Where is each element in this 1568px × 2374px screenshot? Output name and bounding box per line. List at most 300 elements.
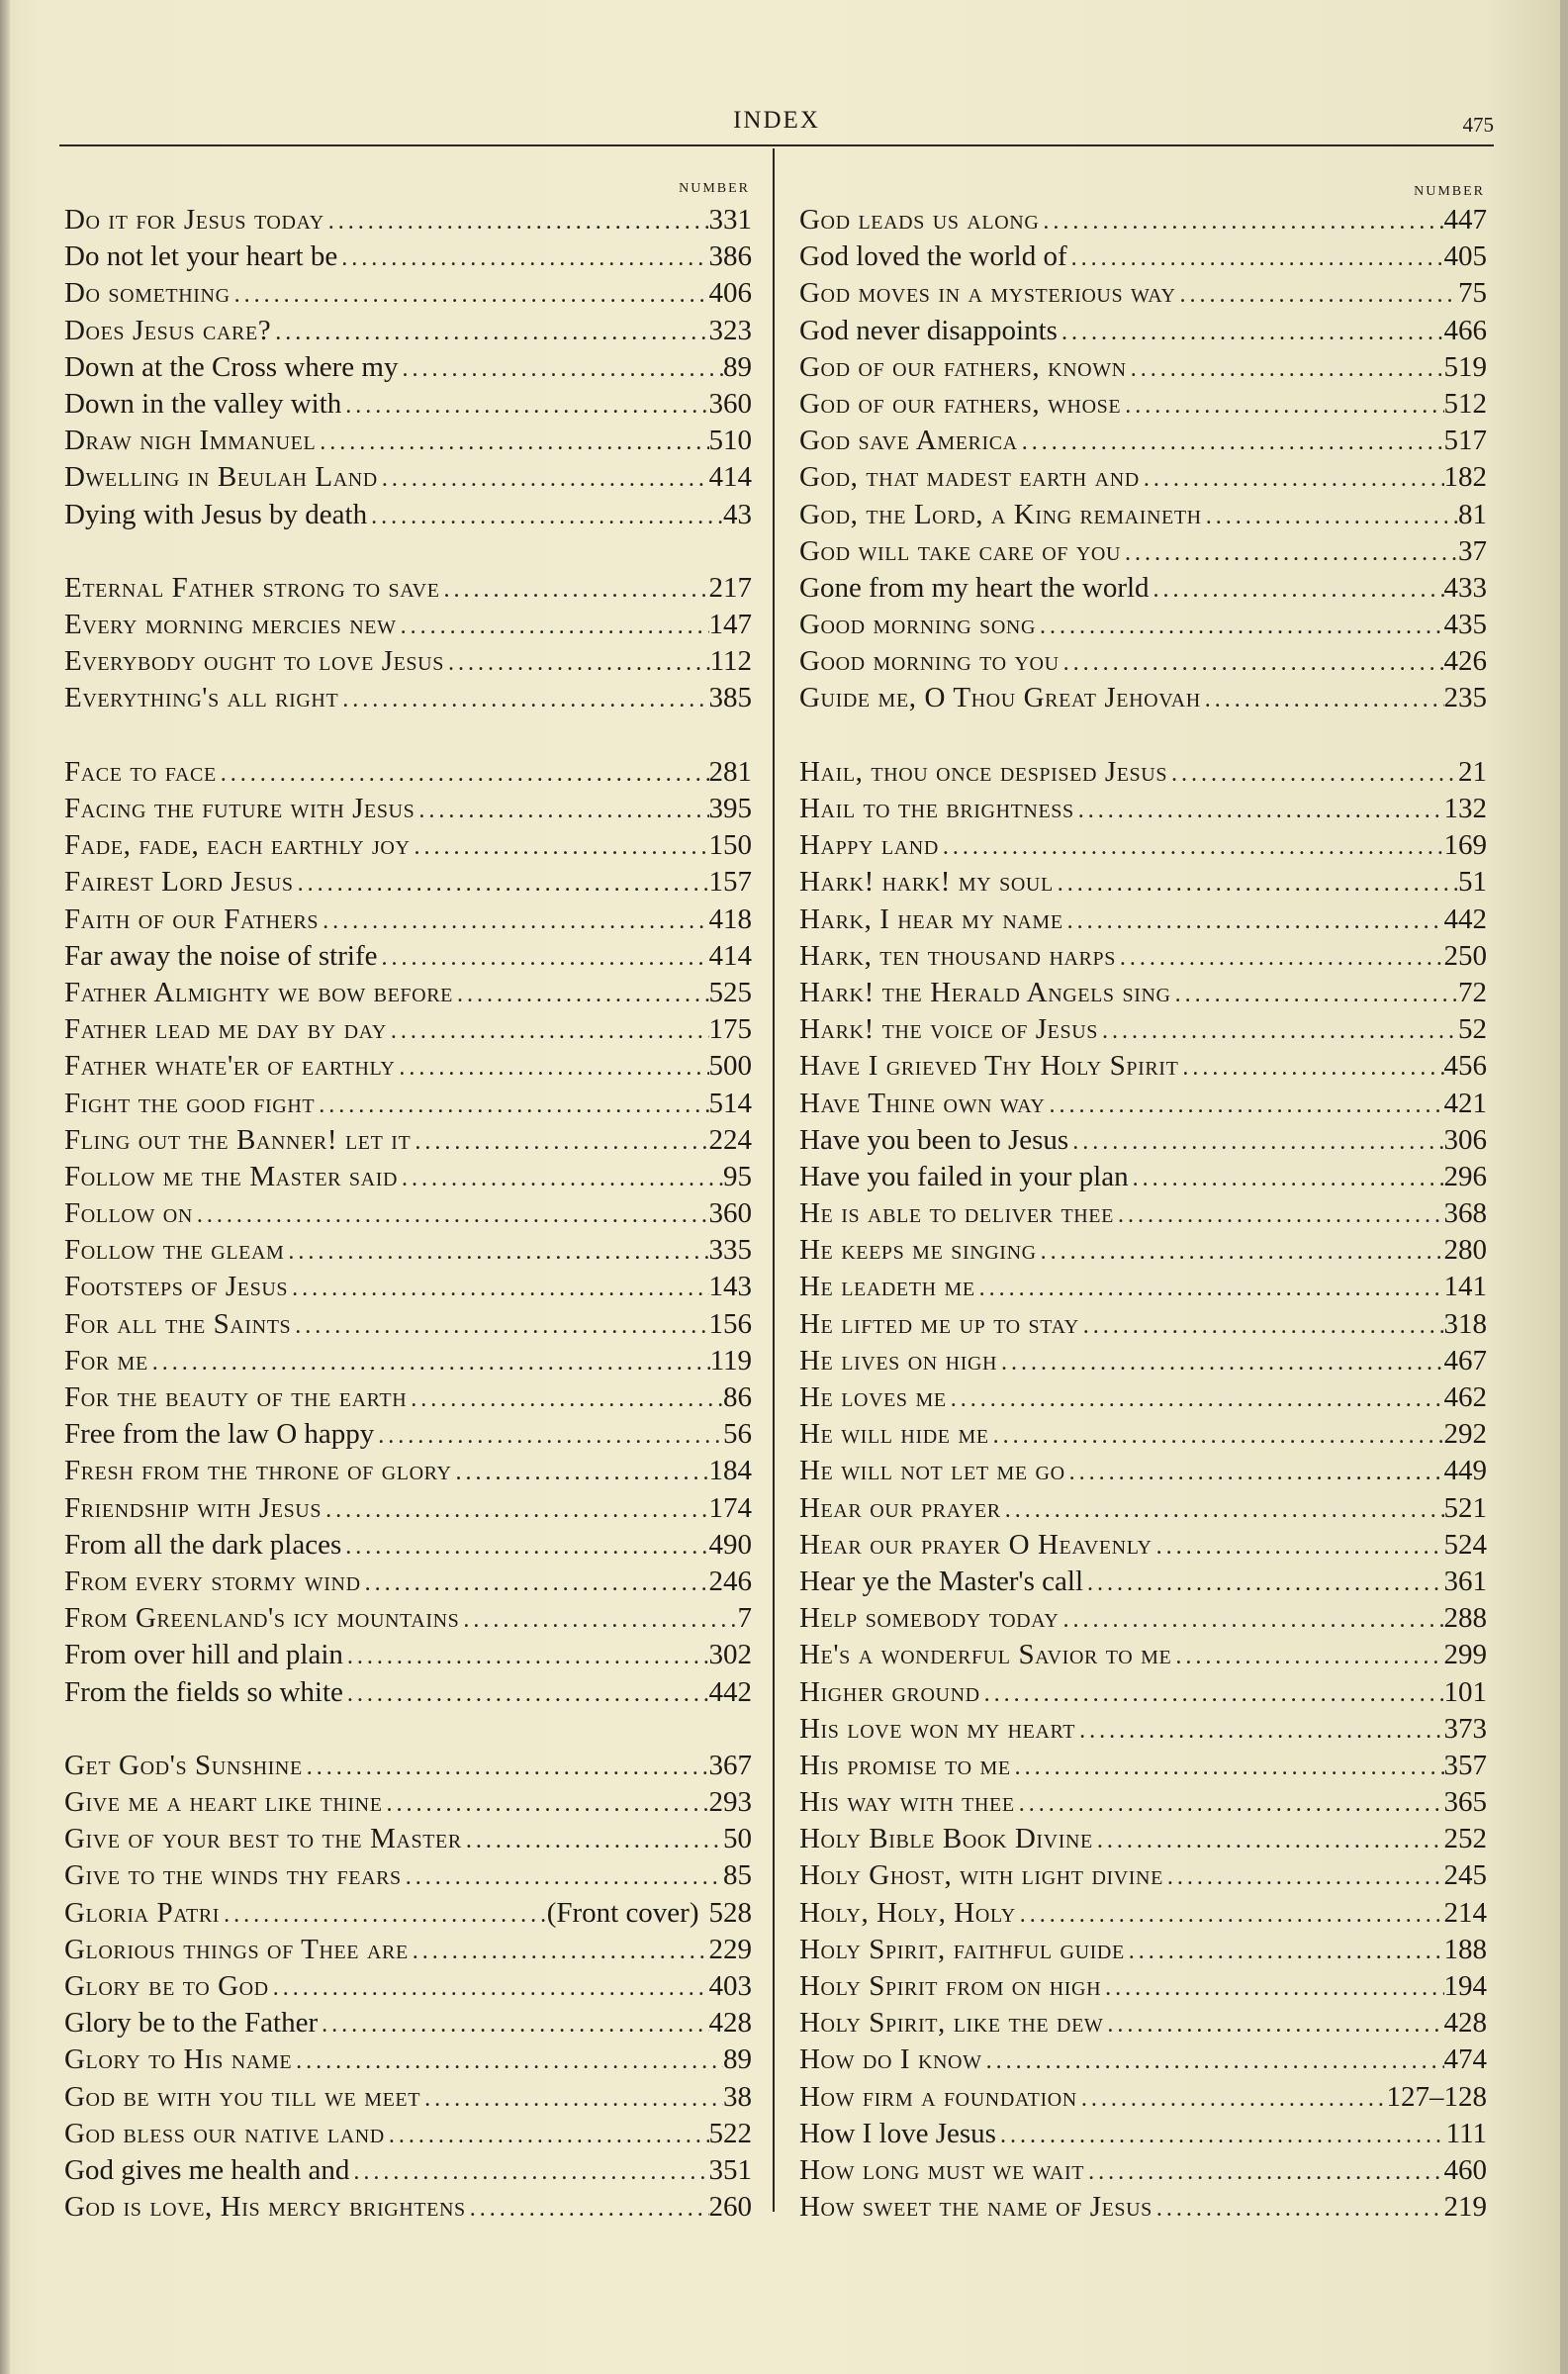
- dot-leader: [1065, 1455, 1444, 1491]
- hymn-number: 157: [708, 866, 752, 899]
- dot-leader: [1079, 1308, 1444, 1345]
- hymn-title: God, that madest earth and: [799, 461, 1140, 494]
- hymn-number: 101: [1443, 1675, 1487, 1708]
- index-entry: [64, 1416, 752, 1453]
- index-entry: [64, 1343, 752, 1379]
- index-entry: [799, 607, 1487, 643]
- index-entry: [64, 1600, 752, 1637]
- index-entry: [799, 570, 1487, 607]
- index-entry: [799, 1932, 1487, 1968]
- hymn-number: 510: [708, 425, 752, 457]
- hymn-title: Free from the law O happy: [64, 1418, 375, 1451]
- index-entry: [799, 2116, 1487, 2152]
- hymn-title: From over hill and plain: [64, 1639, 343, 1671]
- page-number: 475: [1462, 113, 1494, 137]
- hymn-title: Fairest Lord Jesus: [64, 866, 294, 899]
- hymn-title: From the fields so white: [64, 1675, 343, 1708]
- hymn-number: 229: [708, 1933, 752, 1965]
- hymn-title: Give me a heart like thine: [64, 1786, 383, 1819]
- dot-leader: [1176, 277, 1458, 314]
- dot-leader: [1127, 351, 1444, 388]
- hymn-title: Face to face: [64, 755, 217, 788]
- index-entry: [799, 1748, 1487, 1784]
- hymn-number: 250: [1443, 939, 1487, 972]
- hymn-number: 500: [708, 1050, 752, 1083]
- hymn-number: 406: [708, 277, 752, 310]
- index-entry: [64, 1379, 752, 1416]
- hymn-title: Hear ye the Master's call: [799, 1565, 1084, 1597]
- index-entry: [799, 1011, 1487, 1048]
- dot-leader: [939, 829, 1444, 866]
- hymn-number: 367: [708, 1749, 752, 1781]
- hymn-number: 75: [1458, 277, 1487, 310]
- index-entry: [799, 1086, 1487, 1122]
- hymn-number: 460: [1443, 2153, 1487, 2186]
- hymn-title: He leadeth me: [799, 1271, 975, 1303]
- hymn-number: 219: [1443, 2191, 1487, 2224]
- index-entry: [64, 238, 752, 275]
- hymn-title: How do I know: [799, 2043, 982, 2076]
- hymn-title: Everything's all right: [64, 682, 339, 714]
- hymn-number: 156: [708, 1307, 752, 1340]
- index-entry: [64, 1453, 752, 1489]
- hymn-number: 519: [1443, 350, 1487, 383]
- hymn-title: Have you been to Jesus: [799, 1123, 1069, 1156]
- hymn-title: For the beauty of the earth: [64, 1381, 408, 1413]
- index-entry: [799, 680, 1487, 716]
- hymn-title: He loves me: [799, 1381, 947, 1413]
- dot-leader: [1121, 535, 1458, 572]
- letter-group-spacer: [799, 717, 1487, 754]
- hymn-number: 143: [708, 1271, 752, 1303]
- hymn-number: 368: [1443, 1197, 1487, 1230]
- hymn-title: God bless our native land: [64, 2117, 385, 2149]
- index-entry: [799, 2005, 1487, 2042]
- index-entry: [799, 2042, 1487, 2078]
- index-entry: [64, 975, 752, 1011]
- hymn-title: Hail to the brightness: [799, 793, 1074, 824]
- index-entry: [64, 202, 752, 238]
- hymn-number: 127–128: [1386, 2080, 1487, 2113]
- hymn-number: 52: [1458, 1013, 1487, 1046]
- dot-leader: [319, 903, 708, 940]
- hymn-title: Do it for Jesus today: [64, 204, 324, 236]
- hymn-number: 474: [1443, 2043, 1487, 2076]
- hymn-number: 86: [723, 1381, 752, 1413]
- hymn-title: Holy Spirit from on high: [799, 1970, 1102, 2002]
- dot-leader: [1011, 1750, 1444, 1786]
- hymn-title: Good morning to you: [799, 645, 1060, 678]
- hymn-title: He lifted me up to stay: [799, 1307, 1079, 1340]
- index-entry: [64, 1748, 752, 1784]
- hymn-title: Dwelling in Beulah Land: [64, 461, 378, 494]
- index-entry: [64, 497, 752, 533]
- hymn-title: Give to the winds thy fears: [64, 1859, 402, 1892]
- hymn-number: 112: [709, 645, 752, 678]
- hymn-title: Do not let your heart be: [64, 240, 338, 273]
- index-entry: [799, 1711, 1487, 1748]
- hymn-title: Glorious things of Thee are: [64, 1933, 409, 1965]
- index-entry: [799, 938, 1487, 975]
- index-entry: [64, 459, 752, 496]
- index-entry: [64, 754, 752, 791]
- dot-leader: [947, 1381, 1444, 1418]
- index-entry: [64, 1968, 752, 2005]
- hymn-title: God of our fathers, known: [799, 350, 1127, 383]
- hymn-title: Help somebody today: [799, 1602, 1060, 1635]
- dot-leader: [1016, 1897, 1444, 1934]
- hymn-title: Holy Bible Book Divine: [799, 1823, 1093, 1855]
- hymn-title: Have Thine own way: [799, 1087, 1046, 1119]
- dot-leader: [420, 2081, 723, 2118]
- hymn-title: Dying with Jesus by death: [64, 498, 368, 530]
- hymn-title: From Greenland's icy mountains: [64, 1602, 460, 1635]
- hymn-number: 456: [1443, 1050, 1487, 1083]
- hymn-title: Get God's Sunshine: [64, 1749, 303, 1781]
- index-entry: [64, 1159, 752, 1195]
- dot-leader: [294, 866, 709, 902]
- dot-leader: [1116, 940, 1444, 977]
- hymn-title: Holy Spirit, like the dew: [799, 2007, 1104, 2040]
- hymn-title: Give of your best to the Master: [64, 1823, 462, 1855]
- dot-leader: [1167, 756, 1458, 793]
- dot-leader: [440, 572, 709, 609]
- index-entry: [64, 1011, 752, 1048]
- index-entry: [64, 275, 752, 312]
- hymn-title: Father lead me day by day: [64, 1013, 387, 1046]
- hymn-number: 293: [708, 1786, 752, 1819]
- index-entry: [64, 1895, 752, 1932]
- hymn-number: 89: [723, 2043, 752, 2076]
- dot-leader: [1068, 1124, 1443, 1161]
- hymn-number: 111: [1445, 2117, 1487, 2149]
- hymn-number: 188: [1443, 1933, 1487, 1965]
- dot-leader: [1059, 1602, 1443, 1639]
- index-entry: [799, 827, 1487, 864]
- hymn-number: 442: [1443, 902, 1487, 935]
- dot-leader: [337, 240, 708, 277]
- index-entry: [799, 1195, 1487, 1232]
- index-entry: [799, 238, 1487, 275]
- hymn-number: 421: [1443, 1087, 1487, 1119]
- hymn-number: 428: [708, 2007, 752, 2040]
- hymn-number: 147: [708, 609, 752, 641]
- hymn-number: 174: [708, 1491, 752, 1524]
- hymn-title: Holy Spirit, faithful guide: [799, 1933, 1125, 1965]
- dot-leader: [148, 1345, 710, 1381]
- dot-leader: [1171, 977, 1458, 1013]
- hymn-title: Gloria Patri: [64, 1896, 221, 1929]
- index-entry: [64, 1527, 752, 1564]
- hymn-number: 292: [1443, 1418, 1487, 1451]
- hymn-number: 21: [1458, 755, 1487, 788]
- index-entry: [799, 423, 1487, 459]
- dot-leader: [1001, 1492, 1444, 1529]
- dot-leader: [284, 1234, 708, 1271]
- number-column-label: NUMBER: [1414, 184, 1485, 199]
- index-entry: [799, 1674, 1487, 1711]
- hymn-title: Good morning song: [799, 609, 1036, 641]
- index-entry: [64, 902, 752, 938]
- index-entry: [799, 1232, 1487, 1269]
- dot-leader: [315, 1088, 708, 1124]
- page-binding-edge: [0, 0, 10, 2374]
- hymn-title: God be with you till we meet: [64, 2080, 421, 2113]
- dot-leader: [1093, 1823, 1444, 1859]
- hymn-title: His way with thee: [799, 1786, 1015, 1819]
- dot-leader: [1171, 1639, 1443, 1675]
- hymn-title: God loved the world of: [799, 240, 1067, 273]
- dot-leader: [1077, 2081, 1387, 2118]
- dot-leader: [411, 829, 709, 866]
- hymn-title: Glory be to God: [64, 1970, 269, 2002]
- hymn-number: 361: [1443, 1565, 1487, 1597]
- hymn-title: Far away the noise of strife: [64, 939, 378, 972]
- hymn-title: Hark, ten thousand harps: [799, 939, 1116, 972]
- hymn-number: 466: [1443, 314, 1487, 346]
- index-entry: [799, 459, 1487, 496]
- hymn-number: 252: [1443, 1823, 1487, 1855]
- hymn-title: He will not let me go: [799, 1455, 1065, 1487]
- hymn-number: 449: [1443, 1455, 1487, 1487]
- index-entry: [799, 1968, 1487, 2005]
- index-entry: [64, 607, 752, 643]
- dot-leader: [459, 1602, 737, 1639]
- dot-leader: [395, 1050, 708, 1087]
- hymn-number: 323: [708, 314, 752, 346]
- hymn-number: 81: [1458, 498, 1487, 530]
- hymn-title: Footsteps of Jesus: [64, 1271, 289, 1303]
- index-entry: [64, 1784, 752, 1821]
- hymn-title: For me: [64, 1344, 148, 1377]
- dot-leader: [322, 1492, 708, 1529]
- hymn-number: 296: [1443, 1160, 1487, 1192]
- dot-leader: [385, 2118, 709, 2154]
- dot-leader: [982, 2043, 1444, 2080]
- hymn-title: Hail, thou once despised Jesus: [799, 755, 1168, 788]
- hymn-title: Fresh from the throne of glory: [64, 1455, 452, 1487]
- page-outer-edge: [1560, 0, 1568, 2374]
- hymn-number: 462: [1443, 1381, 1487, 1413]
- hymn-number: 224: [708, 1123, 752, 1156]
- index-column-left: [64, 176, 752, 2226]
- dot-leader: [383, 1786, 709, 1823]
- index-entry: [799, 1490, 1487, 1527]
- hymn-number: 214: [1443, 1896, 1487, 1929]
- header-rule: [59, 144, 1494, 146]
- hymn-number: 119: [709, 1344, 752, 1377]
- dot-leader: [318, 2007, 708, 2043]
- hymn-number: 95: [723, 1160, 752, 1192]
- hymn-number: 288: [1443, 1602, 1487, 1635]
- hymn-number: 38: [723, 2080, 752, 2113]
- hymn-title: God, the Lord, a King remaineth: [799, 498, 1202, 530]
- dot-leader: [1054, 866, 1458, 902]
- dot-leader: [1075, 1713, 1443, 1750]
- hymn-title: Father Almighty we bow before: [64, 976, 453, 1008]
- index-list-left: [64, 202, 752, 2226]
- hymn-title: God save America: [799, 425, 1018, 457]
- hymn-number: 517: [1443, 425, 1487, 457]
- dot-leader: [409, 1934, 709, 1970]
- index-entry: [799, 1527, 1487, 1564]
- hymn-number: 385: [708, 682, 752, 714]
- dot-leader: [269, 1970, 709, 2007]
- hymn-title: Holy, Holy, Holy: [799, 1896, 1016, 1929]
- hymn-title: Glory to His name: [64, 2043, 293, 2076]
- number-column-label: NUMBER: [679, 181, 750, 196]
- hymn-number: 50: [723, 1823, 752, 1855]
- hymn-number: 280: [1443, 1234, 1487, 1267]
- hymn-number: 318: [1443, 1307, 1487, 1340]
- hymn-number: 141: [1443, 1271, 1487, 1303]
- index-entry: [64, 791, 752, 827]
- index-entry: [64, 570, 752, 607]
- dot-leader: [1039, 204, 1443, 240]
- hymn-number: 386: [708, 240, 752, 273]
- dot-leader: [1140, 461, 1444, 498]
- dot-leader: [415, 793, 708, 829]
- hymn-title: Friendship with Jesus: [64, 1491, 323, 1524]
- hymn-title: Hark! the voice of Jesus: [799, 1013, 1098, 1046]
- hymn-number: 426: [1443, 645, 1487, 678]
- index-entry: [799, 1269, 1487, 1305]
- index-entry: [799, 1306, 1487, 1343]
- dot-leader: [1178, 1050, 1443, 1087]
- dot-leader: [291, 1308, 708, 1345]
- index-column-right: [799, 176, 1487, 2226]
- hymn-title: God leads us along: [799, 204, 1040, 236]
- dot-leader: [462, 1823, 723, 1859]
- dot-leader: [367, 499, 723, 535]
- hymn-title: From all the dark places: [64, 1528, 342, 1561]
- column-divider: [773, 148, 775, 2212]
- dot-leader: [343, 1639, 709, 1675]
- index-entry: [799, 533, 1487, 570]
- hymn-title: From every stormy wind: [64, 1565, 361, 1597]
- index-entry: [799, 643, 1487, 680]
- hymn-title: Gone from my heart the world: [799, 571, 1150, 604]
- hymn-title: Hark! the Herald Angels sing: [799, 976, 1171, 1008]
- hymn-title: God gives me health and: [64, 2153, 350, 2186]
- hymn-number: 522: [708, 2117, 752, 2149]
- dot-leader: [452, 1455, 709, 1491]
- hymn-number: 302: [708, 1639, 752, 1671]
- dot-leader: [1067, 240, 1444, 277]
- hymn-number: 525: [708, 976, 752, 1008]
- hymn-title: He's a wonderful Savior to me: [799, 1639, 1172, 1671]
- hymn-number: 306: [1443, 1123, 1487, 1156]
- hymn-number: 512: [1443, 387, 1487, 420]
- hymn-number: 514: [708, 1087, 752, 1119]
- dot-leader: [374, 1418, 723, 1455]
- hymn-number: 56: [723, 1418, 752, 1451]
- hymn-title: Fade, fade, each earthly joy: [64, 829, 411, 862]
- index-entry: [799, 497, 1487, 533]
- hymn-title: His promise to me: [799, 1749, 1011, 1781]
- hymn-number: 490: [708, 1528, 752, 1561]
- hymn-title: Faith of our Fathers: [64, 902, 320, 935]
- hymn-number: 217: [708, 571, 752, 604]
- hymn-title: Everybody ought to love Jesus: [64, 645, 444, 678]
- hymn-number: 194: [1443, 1970, 1487, 2002]
- dot-leader: [1015, 1786, 1444, 1823]
- index-entry: [799, 1048, 1487, 1085]
- hymn-title: He is able to deliver thee: [799, 1197, 1114, 1230]
- dot-leader: [453, 977, 709, 1013]
- index-entry: [799, 275, 1487, 312]
- index-entry: [799, 1122, 1487, 1159]
- index-entry: [799, 1416, 1487, 1453]
- dot-leader: [1153, 2191, 1444, 2228]
- dot-leader: [377, 940, 708, 977]
- hymn-title: God of our fathers, whose: [799, 387, 1122, 420]
- dot-leader: [1103, 2007, 1443, 2043]
- dot-leader: [402, 1859, 723, 1896]
- hymn-number: 85: [723, 1859, 752, 1892]
- hymn-number: 51: [1458, 866, 1487, 899]
- dot-leader: [288, 1271, 708, 1307]
- index-entry: [64, 386, 752, 423]
- dot-leader: [980, 1676, 1444, 1713]
- hymn-title: Hark! hark! my soul: [799, 866, 1054, 899]
- index-entry: [64, 1821, 752, 1857]
- index-entry: [799, 864, 1487, 901]
- index-entry: [64, 1637, 752, 1673]
- dot-leader: [411, 1124, 708, 1161]
- hymn-title: How firm a foundation: [799, 2080, 1077, 2113]
- hymn-title: Higher ground: [799, 1675, 980, 1708]
- dot-leader: [1163, 1859, 1444, 1896]
- hymn-note: (Front cover): [546, 1896, 699, 1929]
- index-entry: [799, 1564, 1487, 1600]
- hymn-number: 447: [1443, 204, 1487, 236]
- index-entry: [799, 349, 1487, 386]
- letter-group-spacer: [64, 717, 752, 754]
- hymn-number: 7: [737, 1602, 752, 1635]
- hymn-number: 72: [1458, 976, 1487, 1008]
- index-entry: [64, 1269, 752, 1305]
- index-entry: [799, 1343, 1487, 1379]
- index-entry: [64, 1932, 752, 1968]
- dot-leader: [1098, 1013, 1458, 1050]
- index-entry: [64, 1490, 752, 1527]
- hymn-title: His love won my heart: [799, 1712, 1076, 1745]
- dot-leader: [220, 1897, 547, 1934]
- index-entry: [64, 2189, 752, 2226]
- hymn-number: 184: [708, 1455, 752, 1487]
- hymn-number: 395: [708, 793, 752, 824]
- hymn-title: God never disappoints: [799, 314, 1058, 346]
- hymn-number: 428: [1443, 2007, 1487, 2040]
- dot-leader: [1153, 1529, 1444, 1566]
- hymn-number: 169: [1443, 829, 1487, 862]
- hymn-number: 246: [708, 1565, 752, 1597]
- index-entry: [64, 2079, 752, 2116]
- hymn-title: Guide me, O Thou Great Jehovah: [799, 682, 1201, 714]
- index-entry: [799, 754, 1487, 791]
- hymn-number: 357: [1443, 1749, 1487, 1781]
- hymn-number: 37: [1458, 534, 1487, 567]
- hymn-title: God will take care of you: [799, 534, 1122, 567]
- hymn-number: 442: [708, 1675, 752, 1708]
- hymn-number: 235: [1443, 682, 1487, 714]
- hymn-title: Glory be to the Father: [64, 2007, 319, 2040]
- hymn-number: 331: [708, 204, 752, 236]
- hymn-title: Do something: [64, 277, 231, 310]
- hymn-title: Hark, I hear my name: [799, 902, 1063, 935]
- hymn-title: Happy land: [799, 829, 939, 862]
